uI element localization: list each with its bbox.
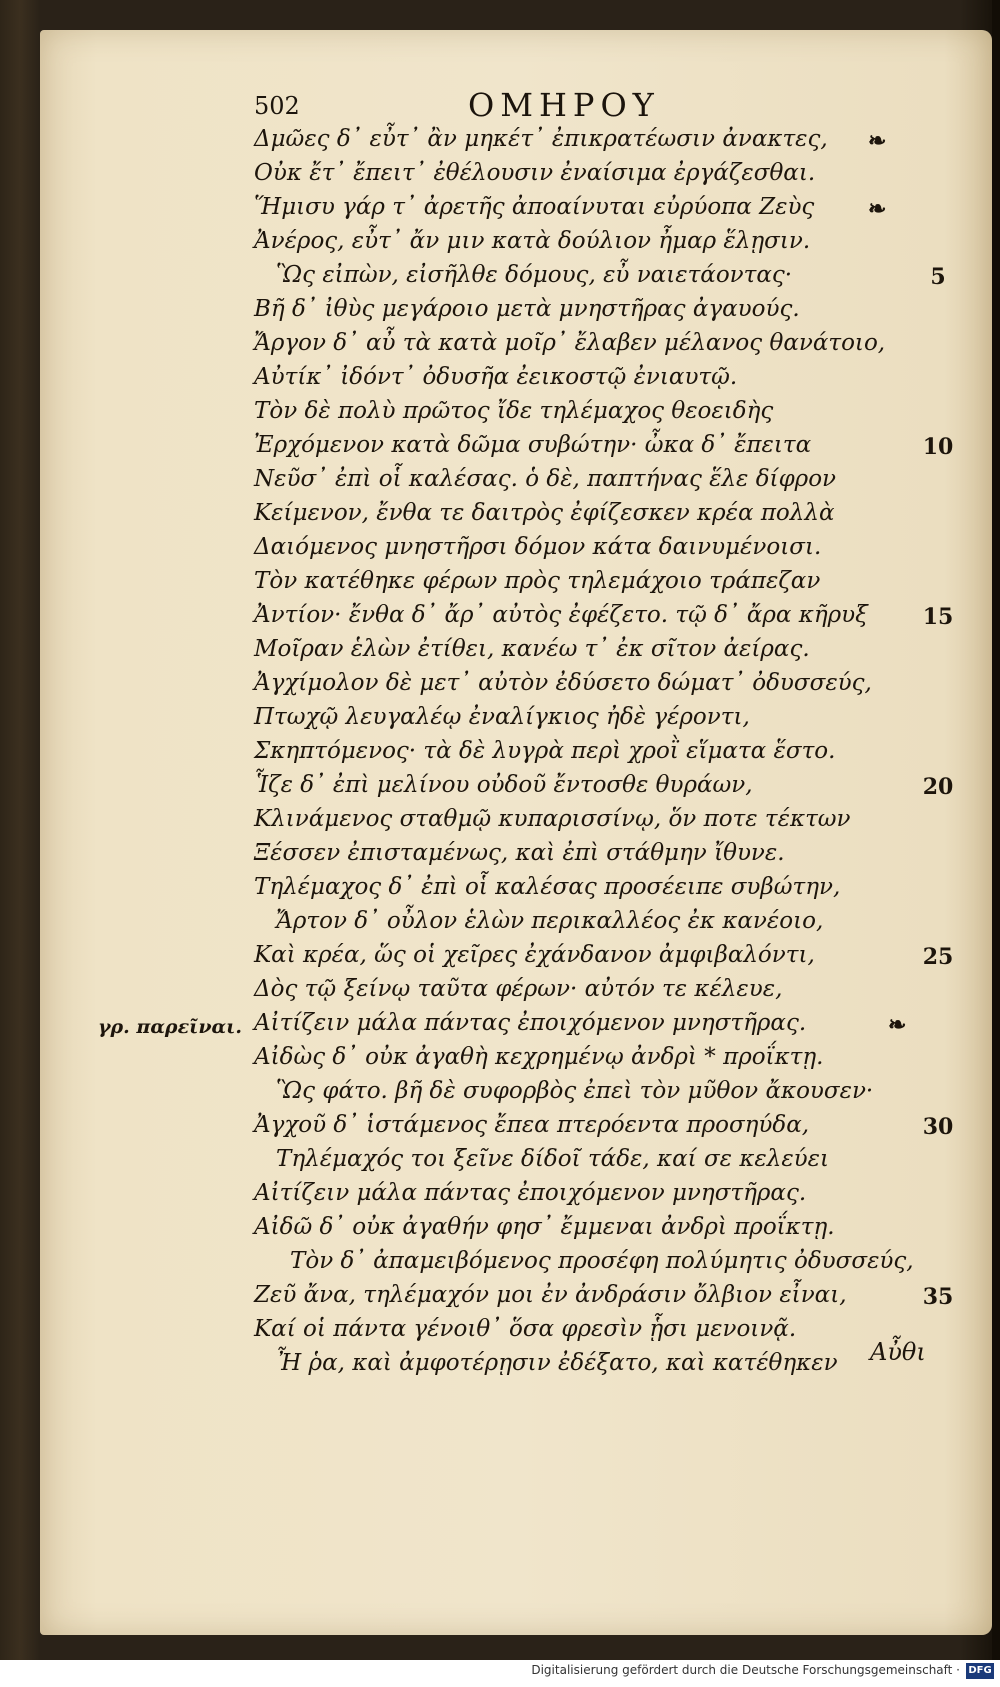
line-number: 35 (922, 1284, 954, 1310)
verse-line: Δμῶες δ᾽ εὖτ᾽ ἂν μηκέτ᾽ ἐπικρατέωσιν ἀνακτες, (254, 126, 828, 152)
verse-line: Ἀγχοῦ δ᾽ ἱστάμενος ἔπεα πτερόεντα προσηύδα, (254, 1112, 810, 1138)
verse-line: Νεῦσ᾽ ἐπὶ οἷ καλέσας. ὁ δὲ, παπτήνας ἕλε δίφρον (254, 466, 837, 492)
verse-line: Τηλέμαχός τοι ξεῖνε δίδοῖ τάδε, καί σε κελεύει (276, 1146, 829, 1172)
verse-line: Ἀντίον· ἔνθα δ᾽ ἄρ᾽ αὐτὸς ἐφέζετο. τῷ δ᾽ ἄρα κῆρυξ (254, 602, 868, 628)
verse-line: Δὸς τῷ ξείνῳ ταῦτα φέρων· αὐτόν τε κέλευε, (254, 976, 783, 1002)
line-number: 15 (922, 604, 954, 630)
verse-line: Ἐρχόμενον κατὰ δῶμα συβώτην· ὦκα δ᾽ ἔπειτα (254, 432, 812, 458)
verse-line: Οὐκ ἔτ᾽ ἔπειτ᾽ ἐθέλουσιν ἐναίσιμα ἐργάζεσθαι. (254, 160, 816, 186)
verse-line: Ἀγχίμολον δὲ μετ᾽ αὐτὸν ἐδύσετο δώματ᾽ ὀδυσσεύς, (254, 670, 872, 696)
verse-line: Αἰτίζειν μάλα πάντας ἐποιχόμενον μνηστῆρας. (254, 1010, 807, 1036)
footer-credit: Digitalisierung gefördert durch die Deutsche Forschungsgemeinschaft · (531, 1663, 960, 1677)
verse-line: Αἰδὼς δ᾽ οὐκ ἀγαθὴ κεχρημένῳ ἀνδρὶ * προΐκτῃ. (254, 1044, 824, 1070)
verse-line: Ὣς φάτο. βῆ δὲ συφορβὸς ἐπεὶ τὸν μῦθον ἄκουσεν· (276, 1078, 874, 1104)
verse-line: Ἀνέρος, εὖτ᾽ ἄν μιν κατὰ δούλιον ἦμαρ ἕλῃσιν. (254, 228, 811, 254)
running-title: ΟΜΗΡΟΥ (468, 86, 660, 124)
verse-line: Πτωχῷ λευγαλέῳ ἐναλίγκιος ἠδὲ γέροντι, (254, 704, 750, 730)
line-number: 20 (922, 774, 954, 800)
verse-line: Ξέσσεν ἐπισταμένως, καὶ ἐπὶ στάθμην ἴθυνε. (254, 840, 785, 866)
line-number: 30 (922, 1114, 954, 1140)
verse-line: Κλινάμενος σταθμῷ κυπαρισσίνῳ, ὅν ποτε τέκτων (254, 806, 851, 832)
verse-line: Βῆ δ᾽ ἰθὺς μεγάροιο μετὰ μνηστῆρας ἀγαυούς. (254, 296, 800, 322)
verse-line: Μοῖραν ἑλὼν ἐτίθει, κανέω τ᾽ ἐκ σῖτον ἀείρας. (254, 636, 810, 662)
fleuron-mark: ❧ (868, 128, 887, 154)
fleuron-mark: ❧ (888, 1012, 907, 1038)
page-edge (992, 0, 1000, 1687)
verse-line: Τὸν κατέθηκε φέρων πρὸς τηλεμάχοιο τράπεζαν (254, 568, 821, 594)
verse-line: Τηλέμαχος δ᾽ ἐπὶ οἷ καλέσας προσέειπε συβώτην, (254, 874, 841, 900)
dfg-logo: DFG (966, 1663, 994, 1679)
verse-line: Ἷζε δ᾽ ἐπὶ μελίνου οὐδοῦ ἔντοσθε θυράων, (254, 772, 753, 798)
verse-line: Ζεῦ ἄνα, τηλέμαχόν μοι ἐν ἀνδράσιν ὄλβιον εἶναι, (254, 1282, 847, 1308)
verse-line: Ἄρτον δ᾽ οὖλον ἑλὼν περικαλλέος ἐκ κανέοιο, (276, 908, 824, 934)
verse-line: Καὶ κρέα, ὥς οἱ χεῖρες ἐχάνδανον ἀμφιβαλόντι, (254, 942, 815, 968)
verse-line: Αὐτίκ᾽ ἰδόντ᾽ ὀδυσῆα ἐεικοστῷ ἐνιαυτῷ. (254, 364, 738, 390)
verse-line: Τὸν δ᾽ ἀπαμειβόμενος προσέφη πολύμητις ὀδυσσεύς, (290, 1248, 914, 1274)
verse-line: Αἰδῶ δ᾽ οὐκ ἀγαθήν φησ᾽ ἔμμεναι ἀνδρὶ προΐκτῃ. (254, 1214, 835, 1240)
verse-line: Αἰτίζειν μάλα πάντας ἐποιχόμενον μνηστῆρας. (254, 1180, 807, 1206)
verse-line: Ὣς εἰπὼν, εἰσῆλθε δόμους, εὖ ναιετάοντας· (276, 262, 793, 288)
verse-line: Ἦ ῥα, καὶ ἀμφοτέρῃσιν ἐδέξατο, καὶ κατέθηκεν (276, 1350, 838, 1376)
verse-line: Δαιόμενος μνηστῆρσι δόμον κάτα δαινυμένοισι. (254, 534, 822, 560)
line-number: 5 (930, 264, 946, 290)
margin-note: γρ. παρεῖναι. (98, 1016, 242, 1038)
verse-line: Καί οἱ πάντα γένοιθ᾽ ὅσα φρεσὶν ᾗσι μενοινᾷ. (254, 1316, 797, 1342)
verse-line: Ἥμισυ γάρ τ᾽ ἀρετῆς ἀποαίνυται εὐρύοπα Ζεὺς (254, 194, 815, 220)
page-number: 502 (254, 92, 300, 120)
verse-line: Σκηπτόμενος· τὰ δὲ λυγρὰ περὶ χροῒ εἵματα ἕστο. (254, 738, 836, 764)
line-number: 25 (922, 944, 954, 970)
catchword: Αὖθι (870, 1338, 926, 1366)
line-number: 10 (922, 434, 954, 460)
verse-line: Τὸν δὲ πολὺ πρῶτος ἴδε τηλέμαχος θεοειδὴς (254, 398, 774, 424)
verse-line: Κείμενον, ἔνθα τε δαιτρὸς ἐφίζεσκεν κρέα πολλὰ (254, 500, 835, 526)
verse-line: Ἄργον δ᾽ αὖ τὰ κατὰ μοῖρ᾽ ἔλαβεν μέλανος θανάτοιο, (254, 330, 886, 356)
fleuron-mark: ❧ (868, 196, 887, 222)
